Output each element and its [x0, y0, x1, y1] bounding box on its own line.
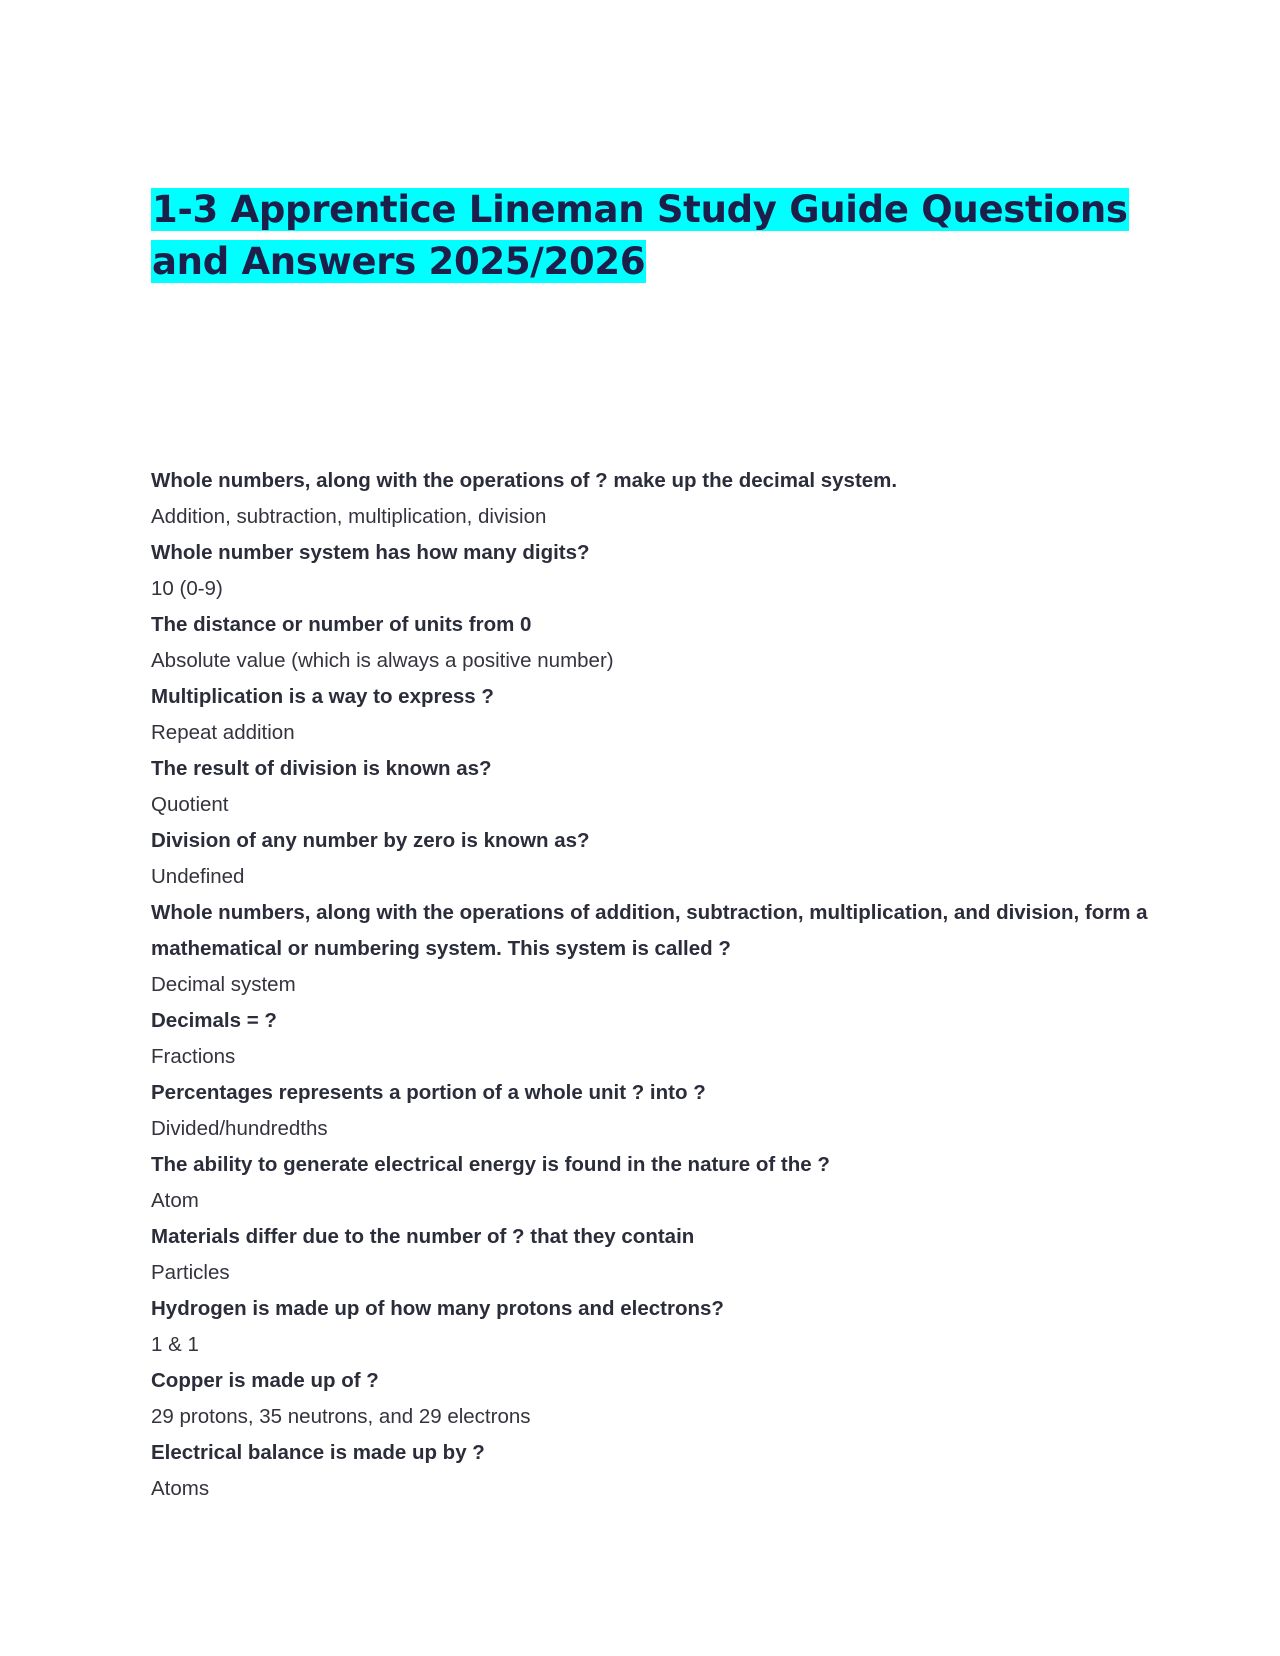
question-text: The result of division is known as? — [151, 757, 492, 780]
question-text: Percentages represents a portion of a whole unit ? into ? — [151, 1081, 706, 1104]
answer-text: Divided/hundredths — [151, 1117, 328, 1140]
qa-item — [151, 607, 1151, 679]
page-title — [151, 184, 1141, 288]
question-text: Copper is made up of ? — [151, 1369, 379, 1392]
question-text: Whole numbers, along with the operations of ? make up the decimal system. — [151, 469, 898, 492]
answer-text: Addition, subtraction, multiplication, division — [151, 505, 547, 528]
answer-text: Particles — [151, 1261, 230, 1284]
answer-text: Fractions — [151, 1045, 236, 1068]
qa-item — [151, 535, 1151, 607]
qa-list — [151, 463, 1151, 1507]
qa-item — [151, 463, 1151, 535]
qa-item — [151, 1219, 1151, 1291]
answer-text: 10 (0-9) — [151, 577, 223, 600]
answer-text: Atoms — [151, 1477, 210, 1500]
qa-item — [151, 895, 1151, 1003]
question-text: Multiplication is a way to express ? — [151, 685, 494, 708]
question-text: Whole numbers, along with the operations of addition, subtraction, multiplication, and division, form a mathematical or numbering system. This system is called ? — [151, 901, 1148, 960]
answer-text: Quotient — [151, 793, 229, 816]
question-text: Whole number system has how many digits? — [151, 541, 590, 564]
answer-text: Repeat addition — [151, 721, 295, 744]
qa-item — [151, 1075, 1151, 1147]
answer-text: Atom — [151, 1189, 199, 1212]
qa-item — [151, 1435, 1151, 1507]
question-text: Materials differ due to the number of ? that they contain — [151, 1225, 695, 1248]
question-text: Decimals = ? — [151, 1009, 277, 1032]
qa-item — [151, 679, 1151, 751]
answer-text: 29 protons, 35 neutrons, and 29 electrons — [151, 1405, 531, 1428]
question-text: The ability to generate electrical energy is found in the nature of the ? — [151, 1153, 830, 1176]
qa-item — [151, 1291, 1151, 1363]
title-highlight: 1-3 Apprentice Lineman Study Guide Questions and Answers 2025/2026 — [152, 188, 1128, 283]
question-text: Hydrogen is made up of how many protons and electrons? — [151, 1297, 724, 1320]
answer-text: Decimal system — [151, 973, 296, 996]
qa-item — [151, 823, 1151, 895]
qa-item — [151, 1363, 1151, 1435]
qa-item — [151, 1003, 1151, 1075]
qa-item — [151, 751, 1151, 823]
answer-text: Undefined — [151, 865, 245, 888]
question-text: The distance or number of units from 0 — [151, 613, 532, 636]
question-text: Electrical balance is made up by ? — [151, 1441, 485, 1464]
question-text: Division of any number by zero is known as? — [151, 829, 590, 852]
qa-item — [151, 1147, 1151, 1219]
answer-text: 1 & 1 — [151, 1333, 199, 1356]
answer-text: Absolute value (which is always a positive number) — [151, 649, 614, 672]
